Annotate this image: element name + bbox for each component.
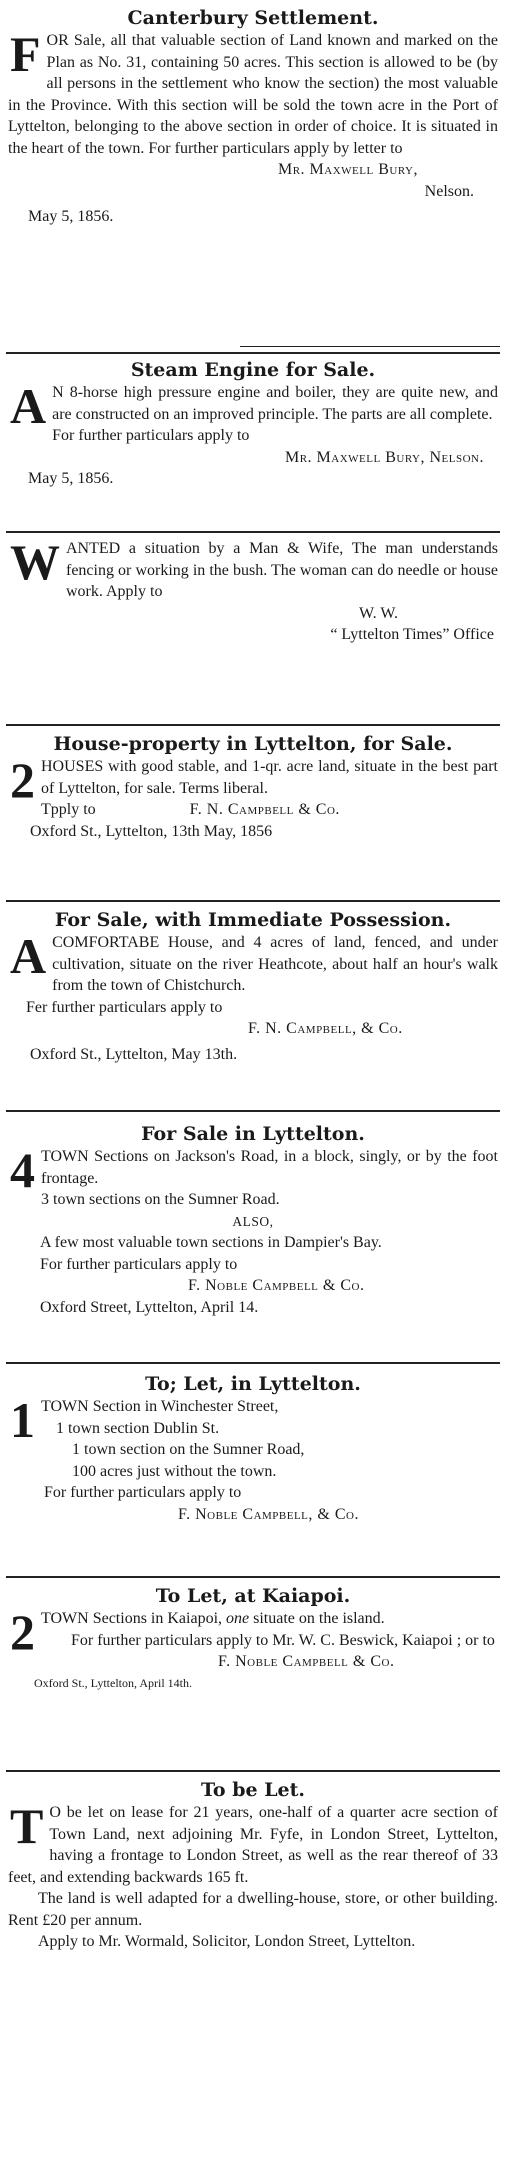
ad-title: To; Let, in Lyttelton. <box>145 1373 361 1395</box>
divider <box>6 1362 500 1364</box>
divider <box>6 531 500 533</box>
ad-text: ANTED a situation by a Man & Wife, The man understands fencing or working in the bush. The woman can do needle or house work. Apply to <box>66 540 498 600</box>
ad-line: For further particulars apply to <box>52 427 250 444</box>
ad-date: May 5, 1856. <box>28 208 114 225</box>
ad-text: O be let on lease for 21 years, one-half of a quarter acre section of Town Land, next adjoining Mr. Fyfe, in London Street, Lyttelton, having a frontage to London Street, as well as the rear thereof of 33 feet, and extending backwards 165 ft. <box>8 1804 498 1886</box>
signature: F. Noble Campbell & Co. <box>218 1653 395 1670</box>
ad-text: N 8-horse high pressure engine and boiler, they are quite new, and are constructed on an improved principle. The parts are all complete. <box>52 384 498 423</box>
place-date: Oxford St., Lyttelton, April 14th. <box>34 1675 192 1690</box>
ad-body <box>8 534 498 603</box>
drop-cap: 4 <box>10 1142 35 1198</box>
place-date: Oxford St., Lyttelton, May 13th. <box>30 1045 238 1063</box>
signature-office: “ Lyttelton Times” Office <box>330 626 494 643</box>
ad-for-sale-lyttelton <box>8 1122 498 1318</box>
apply-line <box>8 799 498 821</box>
divider <box>6 352 500 354</box>
ad-line: A few most valuable town sections in Dampier's Bay. <box>40 1234 382 1251</box>
drop-cap: T <box>10 1798 44 1854</box>
ad-text: TOWN Sections on Jackson's Road, in a block, singly, or by the foot frontage. <box>41 1148 498 1187</box>
ad-title: Canterbury Settlement. <box>127 7 379 29</box>
ad-body <box>8 1142 498 1198</box>
ad-title: For Sale in Lyttelton. <box>141 1123 365 1145</box>
ad-canterbury-settlement <box>8 6 498 228</box>
place-date: Oxford Street, Lyttelton, April 14. <box>40 1298 259 1316</box>
divider <box>240 346 500 347</box>
ad-line: For further particulars apply to <box>40 1255 238 1273</box>
ad-title: To be Let. <box>200 1779 306 1801</box>
drop-cap: 2 <box>10 752 35 808</box>
ad-immediate-possession <box>8 908 498 1065</box>
drop-cap: A <box>10 928 47 984</box>
divider <box>6 1770 500 1772</box>
ad-steam-engine <box>8 358 498 490</box>
signature: W. W. <box>359 604 398 622</box>
ad-text: TOWN Section in Winchester Street, <box>41 1398 279 1415</box>
ad-to-let-lyttelton <box>8 1372 498 1525</box>
ad-title: For Sale, with Immediate Possession. <box>54 909 452 931</box>
ad-line: Apply to Mr. Wormald, Solicitor, London Street, Lyttelton. <box>38 1933 416 1950</box>
ad-body <box>8 1798 498 1888</box>
signature: F. N. Campbell, & Co. <box>248 1020 403 1037</box>
divider <box>6 1110 500 1112</box>
ad-body <box>8 378 498 434</box>
ad-line: 100 acres just without the town. <box>72 1462 277 1480</box>
ad-text: TOWN Sections in Kaiapoi, <box>41 1610 227 1627</box>
ad-text: OR Sale, all that valuable section of Land known and marked on the Plan as No. 31, containing 50 acres. This section is allowed to be (by all persons in the settlement who know the section) the most valuable in the Province. With this section will be sold the town acre in the Port of Lyttelton, belonging to the above section in order of choice. It is situated in the heart of the town. For further particulars apply by letter to <box>8 32 498 157</box>
ad-title: Steam Engine for Sale. <box>130 359 376 381</box>
ad-date: May 5, 1856. <box>28 470 114 487</box>
signature-place: Nelson. <box>424 182 474 200</box>
drop-cap: 1 <box>10 1392 35 1448</box>
signature: F. Noble Campbell, & Co. <box>178 1505 359 1523</box>
ad-house-property <box>8 732 498 842</box>
ad-title: House-property in Lyttelton, for Sale. <box>53 733 453 755</box>
ad-line: The land is well adapted for a dwelling-house, store, or other building. Rent £20 per annum. <box>8 1890 498 1929</box>
drop-cap: A <box>10 378 47 434</box>
ad-body <box>8 26 498 159</box>
ad-text: HOUSES with good stable, and 1-qr. acre land, situate in the best part of Lyttelton, for sale. Terms liberal. <box>41 758 498 797</box>
divider <box>6 900 500 902</box>
ad-line: 3 town sections on the Sumner Road. <box>41 1191 280 1208</box>
place-date: Oxford St., Lyttelton, 13th May, 1856 <box>30 822 273 840</box>
ad-to-let-kaiapoi <box>8 1584 498 1694</box>
ad-text: COMFORTABE House, and 4 acres of land, fenced, and under cultivation, situate on the river Heathcote, about half an hour's walk from the town of Chistchurch. <box>52 934 498 994</box>
ad-to-be-let <box>8 1778 498 1953</box>
ad-text: situate on the island. <box>249 1610 385 1627</box>
ad-wanted <box>8 534 498 646</box>
ad-line: For further particulars apply to Mr. W. C. Beswick, Kaiapoi ; or to <box>71 1631 495 1649</box>
ad-also: ALSO, <box>232 1213 274 1229</box>
divider <box>6 1576 500 1578</box>
ad-line: Fer further particulars apply to <box>26 998 223 1016</box>
signature: Mr. Maxwell Bury, Nelson. <box>284 448 484 466</box>
drop-cap: 2 <box>10 1604 35 1660</box>
divider <box>6 724 500 726</box>
drop-cap: F <box>10 26 41 82</box>
ad-text-emphasis: one <box>226 1610 250 1627</box>
ad-body <box>8 752 498 808</box>
signature: Mr. Maxwell Bury, <box>277 161 418 178</box>
apply-label: Tpply to <box>41 801 96 818</box>
ad-line: 1 town section on the Sumner Road, <box>72 1441 305 1458</box>
drop-cap: W <box>10 534 60 590</box>
ad-line: 1 town section Dublin St. <box>56 1419 220 1437</box>
signature: F. Noble Campbell & Co. <box>188 1277 365 1294</box>
ad-title: To Let, at Kaiapoi. <box>155 1585 351 1607</box>
ad-line: For further particulars apply to <box>44 1484 242 1501</box>
signature: F. N. Campbell & Co. <box>189 801 340 818</box>
ad-body <box>8 928 498 997</box>
